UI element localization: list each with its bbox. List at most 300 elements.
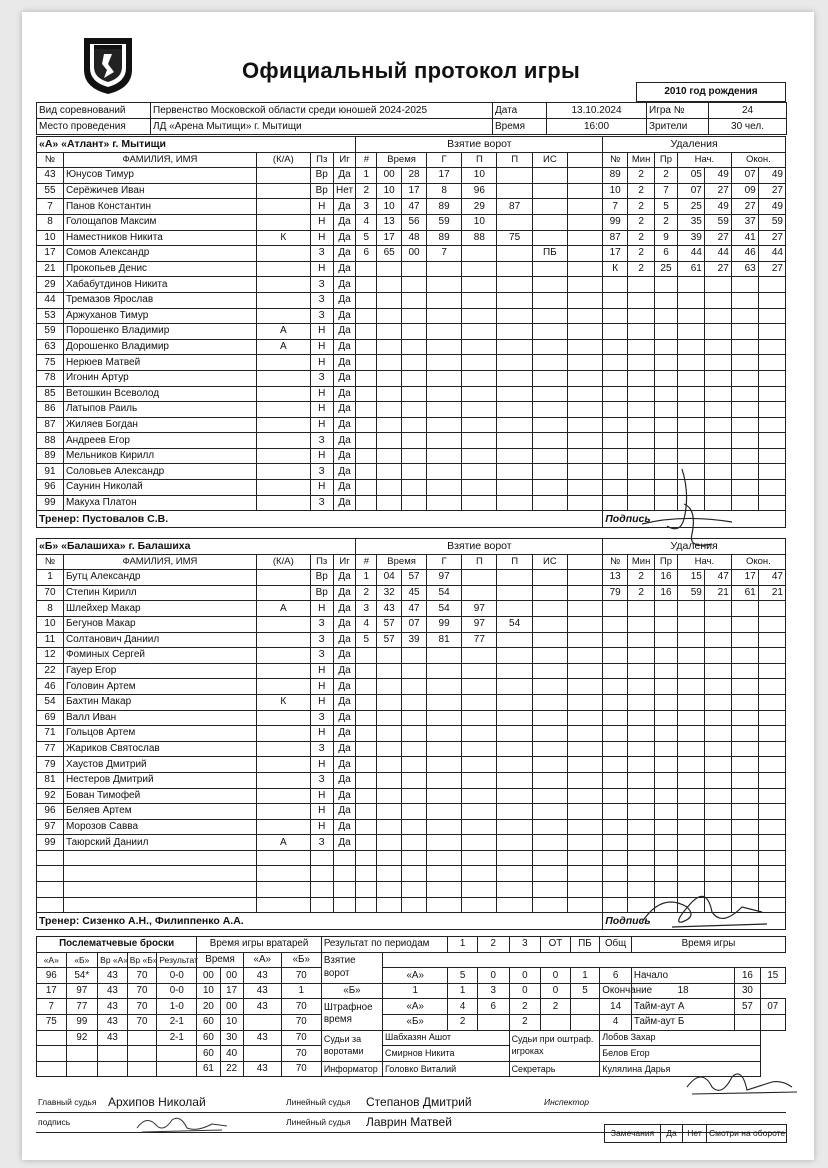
- penalty-reason: [655, 601, 678, 617]
- player-name: Бахтин Макар: [63, 694, 256, 710]
- shootout-cell: 2-1: [157, 1030, 197, 1046]
- shootout-cell: [98, 1046, 128, 1062]
- goal-situation: [532, 448, 567, 464]
- player-number: 7: [37, 199, 64, 215]
- penalty-start-min: [677, 616, 704, 632]
- secretary-name: Кулялина Дарья: [600, 1061, 760, 1077]
- goalie-min: 00: [197, 968, 220, 984]
- penalty-end-sec: 27: [758, 261, 785, 277]
- penalty-player: [603, 386, 628, 402]
- penalty-end-sec: [758, 663, 785, 679]
- penalty-start-min: 39: [677, 230, 704, 246]
- penalty-min: [628, 757, 655, 773]
- goal-assist2: [497, 788, 532, 804]
- player-position: Н: [310, 663, 333, 679]
- goal-assist2: 75: [497, 230, 532, 246]
- game-time-label: Окончание: [600, 983, 632, 999]
- period-goals-cell: 1: [448, 983, 478, 999]
- penalty-start-sec: [704, 616, 731, 632]
- goal-assist1: [462, 495, 497, 511]
- goal-sec: [402, 741, 427, 757]
- penalty-min: 2: [628, 230, 655, 246]
- col-goal-p1-b: П: [462, 554, 497, 570]
- goals-header: Взятие ворот: [356, 137, 603, 153]
- penalties-header-b: Удаления: [603, 539, 786, 555]
- informer-label: Информатор: [321, 1061, 382, 1077]
- penalty-end-min: [731, 386, 758, 402]
- penalty-end-min: [731, 616, 758, 632]
- goal-assist2: [497, 772, 532, 788]
- time-value: 16:00: [547, 119, 647, 135]
- goal-num: [356, 448, 377, 464]
- goalie-b: 70: [281, 999, 321, 1015]
- penalty-start-sec: [704, 694, 731, 710]
- penalty-start-min: [677, 866, 704, 882]
- penalty-player: [603, 694, 628, 710]
- penalty-start-sec: [704, 448, 731, 464]
- penalty-reason: [655, 339, 678, 355]
- goal-assist2: [497, 726, 532, 742]
- shootout-cell: [66, 1061, 98, 1077]
- goal-assist2: [497, 370, 532, 386]
- col-goal-num-b: #: [356, 554, 377, 570]
- goal-num: [356, 741, 377, 757]
- penalty-end-sec: [758, 386, 785, 402]
- goal-num: [356, 788, 377, 804]
- player-name: Голощапов Максим: [63, 214, 256, 230]
- shootout-cell: 43: [98, 983, 128, 999]
- club-logo-icon: [80, 34, 136, 96]
- player-role: [256, 386, 310, 402]
- player-role: [256, 448, 310, 464]
- player-position: З: [310, 632, 333, 648]
- shootout-cell: [37, 1030, 67, 1046]
- player-number: 75: [37, 355, 64, 371]
- player-row: [37, 819, 786, 835]
- penalty-reason: [655, 433, 678, 449]
- goal-scorer: [426, 277, 461, 293]
- player-number: 88: [37, 433, 64, 449]
- penalty-start-min: [677, 448, 704, 464]
- penalty-start-min: [677, 835, 704, 851]
- penalty-player: [603, 292, 628, 308]
- player-played: Да: [333, 292, 356, 308]
- penalty-end-min: [731, 308, 758, 324]
- penalty-start-min: [677, 632, 704, 648]
- penalty-end-min: [731, 772, 758, 788]
- goal-num: [356, 386, 377, 402]
- goal-scorer: 97: [426, 570, 461, 586]
- player-position: Н: [310, 214, 333, 230]
- penalty-end-sec: [758, 897, 785, 913]
- goal-scorer: [426, 741, 461, 757]
- spectators-label: Зрители: [647, 119, 709, 135]
- player-number: 21: [37, 261, 64, 277]
- penalty-end-min: [731, 464, 758, 480]
- penalty-start-min: 15: [677, 570, 704, 586]
- player-played: Да: [333, 168, 356, 184]
- chief-referee-name: Архипов Николай: [106, 1092, 284, 1112]
- goal-situation: [532, 663, 567, 679]
- goal-scorer: 81: [426, 632, 461, 648]
- penalty-end-sec: [758, 710, 785, 726]
- col-goal-is-b: ИС: [532, 554, 567, 570]
- goal-num: [356, 726, 377, 742]
- goal-sec: [402, 495, 427, 511]
- player-position: З: [310, 292, 333, 308]
- goal-num: 5: [356, 230, 377, 246]
- penalty-end-min: [731, 757, 758, 773]
- goal-min: 57: [377, 632, 402, 648]
- goal-min: [377, 464, 402, 480]
- goal-sec: [402, 324, 427, 340]
- goal-assist1: [462, 277, 497, 293]
- goal-judges-label: Судьи за воротами: [321, 1030, 382, 1061]
- goal-num: [356, 897, 377, 913]
- penalty-min: [628, 741, 655, 757]
- goal-scorer: [426, 804, 461, 820]
- col-ka: (К/А): [256, 152, 310, 168]
- shootout-cell: 92: [66, 1030, 98, 1046]
- player-name: Нерюев Матвей: [63, 355, 256, 371]
- goalie-min: 60: [197, 1030, 220, 1046]
- player-position: З: [310, 464, 333, 480]
- player-played: [333, 850, 356, 866]
- goal-scorer: [426, 495, 461, 511]
- player-played: Да: [333, 433, 356, 449]
- goal-situation: [532, 339, 567, 355]
- remarks-yes[interactable]: Да: [661, 1125, 683, 1143]
- penalty-min: [628, 710, 655, 726]
- col-pen-end-b: Окон.: [731, 554, 785, 570]
- goal-assist2: [497, 292, 532, 308]
- penalty-reason: [655, 663, 678, 679]
- goal-assist1: 97: [462, 601, 497, 617]
- player-name: Хабабутдинов Никита: [63, 277, 256, 293]
- col-number-b: №: [37, 554, 64, 570]
- period-col: ПБ: [570, 937, 600, 953]
- period-pen-cell: 2: [509, 999, 541, 1015]
- pen-judge-1: Лобов Захар: [600, 1030, 760, 1046]
- goal-scorer: [426, 663, 461, 679]
- goal-sec: 07: [402, 616, 427, 632]
- player-row: [37, 741, 786, 757]
- goal-assist2: [497, 601, 532, 617]
- penalty-start-min: [677, 819, 704, 835]
- player-role: [256, 168, 310, 184]
- player-row: [37, 570, 786, 586]
- penalty-min: [628, 308, 655, 324]
- player-played: Да: [333, 199, 356, 215]
- goal-assist1: 10: [462, 168, 497, 184]
- remarks-table: [604, 1124, 787, 1143]
- goal-assist2: [497, 339, 532, 355]
- penalty-end-sec: 44: [758, 246, 785, 262]
- goal-sec: [402, 480, 427, 496]
- player-row: [37, 402, 786, 418]
- date-label: Дата: [493, 103, 547, 119]
- player-played: Да: [333, 495, 356, 511]
- period-goals-cell: 0: [477, 968, 509, 984]
- penalty-player: [603, 616, 628, 632]
- player-row: [37, 788, 786, 804]
- goal-assist1: [462, 433, 497, 449]
- player-played: Да: [333, 464, 356, 480]
- player-played: Да: [333, 261, 356, 277]
- team-b-coach: Тренер: Сизенко А.Н., Филиппенко А.А.: [37, 913, 603, 930]
- player-number: 87: [37, 417, 64, 433]
- penalty-end-sec: [758, 339, 785, 355]
- penalty-player: [603, 757, 628, 773]
- player-role: [256, 464, 310, 480]
- penalty-min: 2: [628, 585, 655, 601]
- player-role: [256, 183, 310, 199]
- player-role: [256, 757, 310, 773]
- player-number: 97: [37, 819, 64, 835]
- goal-situation: [532, 199, 567, 215]
- penalty-start-sec: 27: [704, 261, 731, 277]
- player-row: [37, 710, 786, 726]
- penalty-player: [603, 480, 628, 496]
- goal-min: [377, 726, 402, 742]
- goal-assist2: [497, 741, 532, 757]
- player-role: К: [256, 230, 310, 246]
- col-goal-time-b: Время: [377, 554, 427, 570]
- goal-situation: [532, 230, 567, 246]
- goal-sec: [402, 850, 427, 866]
- penalty-player: 99: [603, 214, 628, 230]
- player-position: [310, 897, 333, 913]
- linesman2-label: Линейный судья: [284, 1112, 364, 1132]
- player-name: Валл Иван: [63, 710, 256, 726]
- player-played: Да: [333, 819, 356, 835]
- goal-assist1: [462, 355, 497, 371]
- player-position: Н: [310, 788, 333, 804]
- col-pen-end: Окон.: [731, 152, 785, 168]
- player-position: Вр: [310, 585, 333, 601]
- goal-sec: 48: [402, 230, 427, 246]
- penalty-end-min: [731, 402, 758, 418]
- player-played: Да: [333, 663, 356, 679]
- goal-situation: [532, 616, 567, 632]
- penalty-reason: [655, 448, 678, 464]
- penalty-min: [628, 324, 655, 340]
- competition-label: Вид соревнований: [37, 103, 151, 119]
- player-played: Да: [333, 710, 356, 726]
- penalty-min: [628, 819, 655, 835]
- goal-assist2: 87: [497, 199, 532, 215]
- game-info-table: [36, 102, 787, 135]
- penalty-min: [628, 480, 655, 496]
- penalty-end-sec: [758, 292, 785, 308]
- goal-min: [377, 339, 402, 355]
- player-number: 54: [37, 694, 64, 710]
- player-name: Макуха Платон: [63, 495, 256, 511]
- player-row: [37, 757, 786, 773]
- penalty-min: [628, 370, 655, 386]
- goal-assist2: [497, 835, 532, 851]
- penalty-start-sec: [704, 495, 731, 511]
- col-pen-start-b: Нач.: [677, 554, 731, 570]
- goal-min: 43: [377, 601, 402, 617]
- goal-num: [356, 402, 377, 418]
- player-number: 85: [37, 386, 64, 402]
- penalty-start-sec: 44: [704, 246, 731, 262]
- penalty-reason: 7: [655, 183, 678, 199]
- goal-min: [377, 448, 402, 464]
- penalty-reason: [655, 464, 678, 480]
- player-name: Жариков Святослав: [63, 741, 256, 757]
- penalty-start-min: [677, 679, 704, 695]
- player-name: Фоминых Сергей: [63, 648, 256, 664]
- penalty-start-sec: [704, 417, 731, 433]
- penalty-start-sec: [704, 788, 731, 804]
- remarks-no[interactable]: Нет: [683, 1125, 707, 1143]
- penalty-reason: [655, 648, 678, 664]
- penalty-start-sec: [704, 292, 731, 308]
- player-number: [37, 897, 64, 913]
- penalty-end-min: [731, 710, 758, 726]
- page-title: Официальный протокол игры: [242, 58, 581, 83]
- goal-scorer: [426, 772, 461, 788]
- penalty-reason: [655, 866, 678, 882]
- penalty-reason: 16: [655, 570, 678, 586]
- goal-scorer: [426, 261, 461, 277]
- period-pen-cell: [541, 1014, 571, 1030]
- goalie-min: 61: [197, 1061, 220, 1077]
- goal-scorer: [426, 819, 461, 835]
- goal-scorer: [426, 866, 461, 882]
- penalty-reason: [655, 788, 678, 804]
- goal-situation: [532, 292, 567, 308]
- penalty-player: [603, 866, 628, 882]
- player-name: Латыпов Раиль: [63, 402, 256, 418]
- penalty-min: [628, 804, 655, 820]
- penalty-reason: [655, 772, 678, 788]
- period-goals-cell: «Б»: [321, 983, 382, 999]
- period-col: 3: [509, 937, 541, 953]
- player-number: 46: [37, 679, 64, 695]
- player-number: 99: [37, 835, 64, 851]
- goal-scorer: [426, 679, 461, 695]
- col-pen-num-b: №: [603, 554, 628, 570]
- player-number: 12: [37, 648, 64, 664]
- goal-assist1: [462, 694, 497, 710]
- player-played: Да: [333, 324, 356, 340]
- shootout-cell: 70: [127, 968, 157, 984]
- penalty-end-sec: 49: [758, 168, 785, 184]
- penalty-end-min: [731, 804, 758, 820]
- shootout-title: Послематчевые броски: [37, 937, 197, 953]
- player-row: [37, 897, 786, 913]
- player-name: Гольцов Артем: [63, 726, 256, 742]
- goal-min: 04: [377, 570, 402, 586]
- goal-sec: 47: [402, 199, 427, 215]
- penalty-end-min: [731, 850, 758, 866]
- player-position: З: [310, 370, 333, 386]
- player-row: [37, 168, 786, 184]
- penalty-player: К: [603, 261, 628, 277]
- player-played: [333, 897, 356, 913]
- player-row: [37, 433, 786, 449]
- player-played: Да: [333, 679, 356, 695]
- player-position: Н: [310, 726, 333, 742]
- goal-min: [377, 480, 402, 496]
- penalty-reason: [655, 480, 678, 496]
- col-goal-p2: П: [497, 152, 532, 168]
- player-played: Да: [333, 757, 356, 773]
- penalty-min: [628, 788, 655, 804]
- goal-num: [356, 417, 377, 433]
- penalty-player: [603, 601, 628, 617]
- col-ig-b: Иг: [333, 554, 356, 570]
- goal-min: [377, 866, 402, 882]
- penalty-reason: 2: [655, 214, 678, 230]
- goal-scorer: [426, 897, 461, 913]
- player-name: Мельников Кирилл: [63, 448, 256, 464]
- player-number: 17: [37, 246, 64, 262]
- goal-min: [377, 292, 402, 308]
- penalty-min: [628, 648, 655, 664]
- goal-sec: [402, 757, 427, 773]
- penalty-end-min: 27: [731, 199, 758, 215]
- shootout-col: Результат: [157, 952, 197, 968]
- player-role: [256, 199, 310, 215]
- venue-value: ЛД «Арена Мытищи» г. Мытищи: [151, 119, 493, 135]
- goal-sec: [402, 882, 427, 898]
- penalty-end-sec: [758, 308, 785, 324]
- goal-assist1: [462, 339, 497, 355]
- player-role: [256, 292, 310, 308]
- penalty-start-sec: [704, 648, 731, 664]
- player-played: Да: [333, 570, 356, 586]
- goal-assist2: [497, 355, 532, 371]
- team-a-title: «А» «Атлант» г. Мытищи: [37, 137, 356, 153]
- penalty-reason: [655, 632, 678, 648]
- goal-min: [377, 417, 402, 433]
- goal-assist1: [462, 741, 497, 757]
- goal-min: [377, 355, 402, 371]
- penalty-end-sec: [758, 433, 785, 449]
- player-name: Андреев Егор: [63, 433, 256, 449]
- goal-num: [356, 370, 377, 386]
- period-goals-cell: 3: [477, 983, 509, 999]
- penalty-start-sec: [704, 601, 731, 617]
- penalty-start-sec: 49: [704, 199, 731, 215]
- goal-sec: [402, 835, 427, 851]
- penalties-header: Удаления: [603, 137, 786, 153]
- player-played: Да: [333, 632, 356, 648]
- penalty-end-sec: [758, 495, 785, 511]
- shootout-col: Вр «А»: [98, 952, 128, 968]
- goal-situation: [532, 648, 567, 664]
- penalty-start-min: [677, 897, 704, 913]
- goal-situation: [532, 710, 567, 726]
- goal-assist2: [497, 585, 532, 601]
- penalty-start-min: [677, 308, 704, 324]
- player-row: [37, 679, 786, 695]
- penalty-end-min: 07: [731, 168, 758, 184]
- goal-num: [356, 355, 377, 371]
- penalty-min: [628, 417, 655, 433]
- goal-sec: [402, 277, 427, 293]
- col-goal-num: #: [356, 152, 377, 168]
- goal-assist1: 97: [462, 616, 497, 632]
- player-role: [256, 788, 310, 804]
- penalty-start-min: [677, 741, 704, 757]
- player-played: Да: [333, 835, 356, 851]
- penalty-end-sec: [758, 448, 785, 464]
